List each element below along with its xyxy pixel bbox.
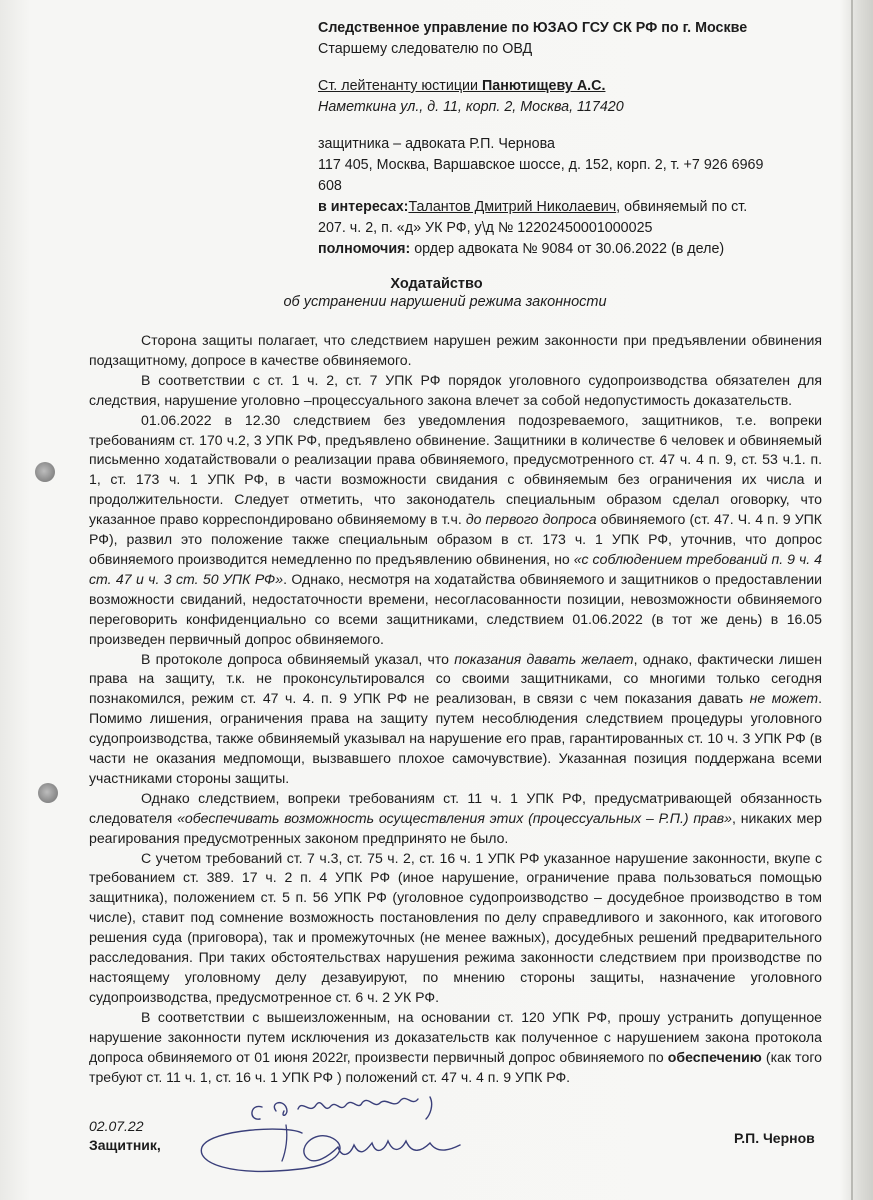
document-title: Ходатайство	[390, 276, 483, 292]
paragraph-1: Сторона защиты полагает, что следствием нарушен режим законности при предъявлении обвинения подзащитному, допросе в качестве обвиняемого.	[89, 332, 822, 368]
handwritten-signature	[190, 1085, 520, 1185]
paragraph-6: С учетом требований ст. 7 ч.3, ст. 75 ч. 2, ст. 16 ч. 1 УПК РФ указанное нарушение законности, вкупе с требованием ст. 389. 17 ч. 2 п. 4 УПК РФ (иное нарушение, ограничение права пользоваться помощью защитника), положением ст. 5 п. 56 УПК РФ (уголовное судопроизводство – досудебное производство в том числе), ставит под сомнение возможность постановления по делу справедливого и законного, как итогового решения суда (приговора), так и промежуточных (не менее важных), досудебных решений предварительного расследования. При таких обстоятельствах нарушения режима законности следствием при производстве по настоящему уголовному делу дезавуируют, по мнению стороны защиты, назначение уголовного судопроизводства, предусмотренное ст. 6 ч. 2 УК РФ.	[89, 849, 822, 1005]
sender-address-cont: 608	[318, 178, 342, 194]
interest-line-2: 207. ч. 2, п. «д» УК РФ, у\д № 12202450001000025	[318, 220, 653, 236]
signature-label: Защитник,	[89, 1137, 161, 1153]
document-date: 02.07.22	[89, 1118, 144, 1134]
sender-name: защитника – адвоката Р.П. Чернова	[318, 136, 555, 152]
paragraph-7: В соответствии с вышеизложенным, на основании ст. 120 УПК РФ, прошу устранить допущенное нарушение законности путем исключения из доказательств как полученное с нарушением закона протокола допроса обвиняемого от 01 июня 2022г, произвести первичный допрос обвиняемого по обеспечению (как того требуют ст. 11 ч. 1, ст. 16 ч. 1 УПК РФ ) положений ст. 47 ч. 4 п. 9 УПК РФ.	[89, 1008, 822, 1085]
interest-line: в интересах:Талантов Дмитрий Николаевич, обвиняемый по ст.	[318, 199, 748, 215]
addressee-department: Следственное управление по ЮЗАО ГСУ СК РФ по г. Москве	[318, 20, 748, 36]
punch-hole	[35, 462, 55, 482]
powers-line: полномочия: ордер адвоката № 9084 от 30.06.2022 (в деле)	[318, 241, 725, 257]
addressee-position: Старшему следователю по ОВД	[318, 41, 533, 57]
paragraph-5: Однако следствием, вопреки требованиям ст. 11 ч. 1 УПК РФ, предусматривающей обязанность следователя «обеспечивать возможность осуществления этих (процессуальных – Р.П.) прав», никаких мер реагирования предусмотренных законом предпринято не было.	[89, 789, 822, 846]
document-body	[89, 331, 822, 1087]
punch-hole	[38, 783, 58, 803]
sender-address: 117 405, Москва, Варшавское шоссе, д. 152, корп. 2, т. +7 926 6969	[318, 157, 764, 173]
addressee-address: Наметкина ул., д. 11, корп. 2, Москва, 117420	[318, 99, 624, 115]
document-subtitle: об устранении нарушений режима законности	[283, 294, 607, 310]
paragraph-4: В протоколе допроса обвиняемый указал, что показания давать желает, однако, фактически лишен права на защиту, т.к. не проконсультировался со своими защитниками, со многими только сегодня познакомился, режим ст. 47 ч. 4. п. 9 УПК РФ не реализован, в связи с чем показания давать не может. Помимо лишения, ограничения права на защиту путем несоблюдения следствием процедуры уголовного судопроизводства, также обвиняемый указывал на нарушение его прав, гарантированных ст. 10 ч. 3 УПК РФ (в части не оказания медпомощи, вызвавшего плохое самочувствие). Указанная позиция поддержана всеми участниками стороны защиты.	[89, 650, 822, 786]
paragraph-2: В соответствии с ст. 1 ч. 2, ст. 7 УПК РФ порядок уголовного судопроизводства обязателен для следствия, нарушение уголовно –процессуального закона влечет за собой недопустимость доказательств.	[89, 371, 822, 408]
page-edge	[851, 0, 853, 1200]
header-block	[318, 18, 818, 260]
signer-name: Р.П. Чернов	[734, 1130, 815, 1146]
addressee-officer: Ст. лейтенанту юстиции Панютищеву А.С.	[318, 78, 606, 94]
paragraph-3: 01.06.2022 в 12.30 следствием без уведомления подозреваемого, защитников, т.е. вопреки требованиям ст. 170 ч.2, 3 УПК РФ, предъявлено обвинение. Защитники в количестве 6 человек и обвиняемый письменно ходатайствовали о реализации права обвиняемого, предусмотренного ст. 47 ч. 4 п. 9, ст. 53 ч.1. п. 1, ст. 173 ч. 1 УПК РФ, в части возможности свидания с обвиняемым без ограничения их числа и продолжительности. Следует отметить, что законодатель специальным образом сделал оговорку, что указанное право корреспондировано обвиняемому в т.ч. до первого допроса обвиняемого (ст. 47. Ч. 4 п. 9 УПК РФ), развил это положение также специальным образом в ст. 173 ч. 1 УПК РФ, уточнив, что допрос обвиняемого производится немедленно по предъявлению обвинения, но «с соблюдением требований п. 9 ч. 4 ст. 47 и ч. 3 ст. 50 УПК РФ». Однако, несмотря на ходатайства обвиняемого и защитников о предоставлении возможности свиданий, недостаточности времени, несогласованности позиции, невозможности обвиняемого переговорить конфиденциально со всеми защитниками, следствием 01.06.2022 (в тот же день) в 16.05 произведен первичный допрос обвиняемого.	[89, 411, 823, 647]
